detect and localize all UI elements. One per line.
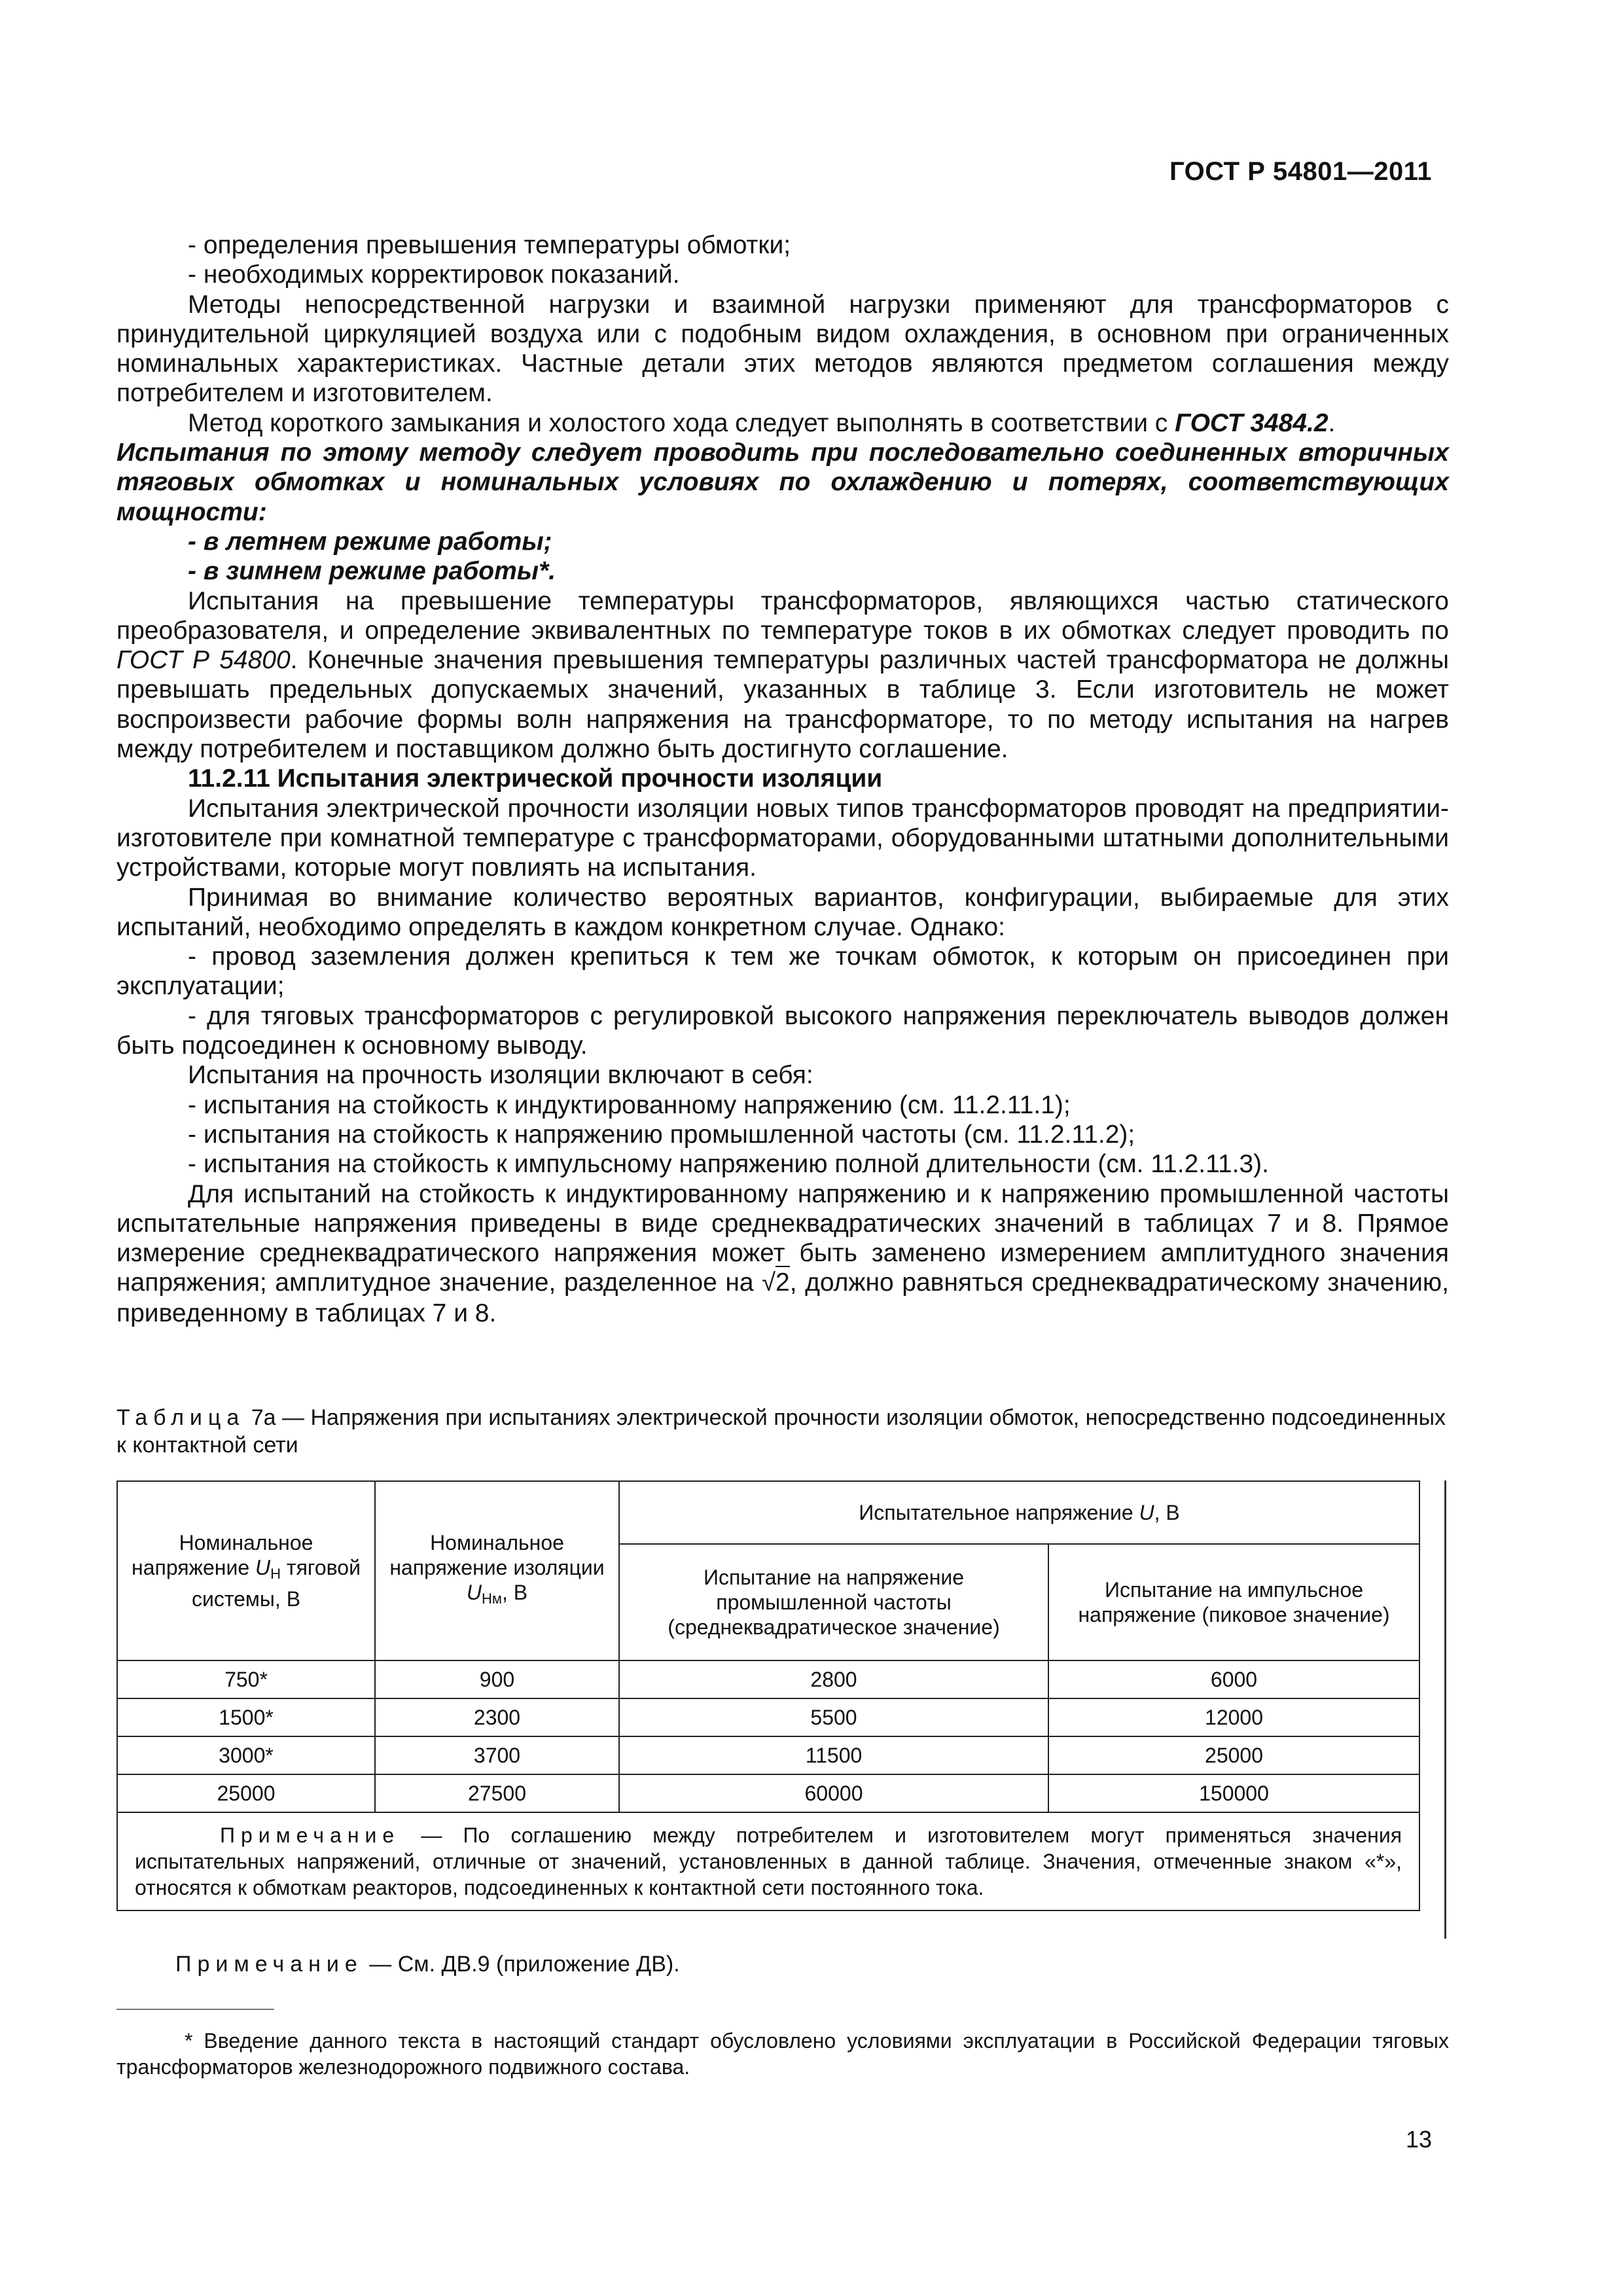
paragraph — [116, 1179, 1449, 1328]
table-cell: 150000 — [1048, 1774, 1419, 1812]
table-row — [117, 1736, 1419, 1774]
paragraph-text: , должно равняться среднеквадратическому значению, приведенному в таблицах 7 и 8. — [116, 1268, 1449, 1327]
note-text: — По соглашению между потребителем и изготовителем могут применяться значения испытательных напряжений, отличные от значений, установленных в данной таблице. Значения, отмеченные знаком «*», относятся к обмоткам реакторов, подсоединенных к контактной сети постоянного тока. — [135, 1823, 1402, 1899]
list-item: - испытания на стойкость к импульсному напряжению полной длительности (см. 11.2.11.3). — [188, 1150, 1269, 1179]
body-text — [116, 230, 1449, 1328]
note-label: Примечание — [220, 1823, 401, 1847]
table-caption — [116, 1404, 1449, 1459]
table-note-row — [117, 1812, 1419, 1910]
table-container — [116, 1480, 1419, 1911]
header-text: тяговой системы, В — [191, 1556, 361, 1611]
list-item: - в летнем режиме работы; — [188, 527, 552, 556]
symbol: U — [1139, 1501, 1154, 1524]
margin-rule — [1444, 1480, 1446, 1939]
note-text: — См. ДВ.9 (приложение ДВ). — [363, 1952, 680, 1977]
list-item: - определения превышения температуры обмотки; — [188, 231, 791, 259]
table-cell: 3700 — [375, 1736, 619, 1774]
table-header-row — [117, 1481, 1419, 1544]
table-cell: 25000 — [1048, 1736, 1419, 1774]
footnote: * Введение данного текста в настоящий стандарт обусловлено условиями эксплуатации в Российской Федерации тяговых трансформаторов железнодорожного подвижного состава. — [116, 2029, 1449, 2079]
header-text: Номинальное напряжение — [132, 1531, 313, 1579]
table-cell: 60000 — [619, 1774, 1048, 1812]
column-header-insulation-voltage — [375, 1481, 619, 1660]
table-after-note — [175, 1950, 680, 1978]
header-text: Испытательное напряжение — [859, 1501, 1139, 1524]
paragraph-text: Для испытаний на стойкость к индуктированному напряжению и к напряжению промышленной частоты испытательные напряжения приведены в виде среднеквадратических значений в таблицах 7 и 8. Прямое измерение среднеквадратического напряжения может быть заменено измерением амплитудного значения напряжения; амплитудное значение, разделенное на — [116, 1179, 1449, 1297]
paragraph: Методы непосредственной нагрузки и взаимной нагрузки применяют для трансформаторов с принудительной циркуляцией воздуха или с подобным видом охлаждения, в основном при ограниченных номинальных характеристиках. Частные детали этих методов являются предметом соглашения между потребителем и изготовителем. — [116, 290, 1449, 408]
header-text: , В — [502, 1581, 528, 1604]
table-row — [117, 1774, 1419, 1812]
page-number: 13 — [1405, 2126, 1432, 2153]
symbol: U — [255, 1556, 271, 1579]
paragraph-bold: Испытания по этому методу следует проводить при последовательно соединенных вторичных тяговых обмотках и номинальных условиях по охлаждению и потерях, соответствующих мощности: — [116, 439, 1449, 526]
table-cell: 11500 — [619, 1736, 1048, 1774]
list-item: - для тяговых трансформаторов с регулировкой высокого напряжения переключатель выводов должен быть подсоединен к основному выводу. — [116, 1001, 1449, 1060]
table-cell: 1500* — [117, 1698, 375, 1736]
table-cell: 900 — [375, 1660, 619, 1698]
paragraph: Испытания на прочность изоляции включают в себя: — [188, 1061, 813, 1090]
table-cell: 12000 — [1048, 1698, 1419, 1736]
footnote-divider — [116, 2009, 274, 2010]
table-cell: 27500 — [375, 1774, 619, 1812]
paragraph — [116, 586, 1449, 764]
table-row — [117, 1698, 1419, 1736]
symbol: U — [466, 1581, 482, 1604]
table-cell: 2800 — [619, 1660, 1048, 1698]
list-item: - испытания на стойкость к индуктированному напряжению (см. 11.2.11.1); — [188, 1090, 1071, 1119]
header-text: Номинальное напряжение изоляции — [389, 1531, 605, 1579]
paragraph-text: . Конечные значения превышения температуры различных частей трансформатора не должны превышать предельных допускаемых значений, указанных в таблице 3. Если изготовитель не может воспроизвести рабочие формы волн напряжения на трансформаторе, то по методу испытания на нагрев между потребителем и поставщиком должно быть достигнуто соглашение. — [116, 646, 1449, 764]
column-header-nominal-voltage — [117, 1481, 375, 1660]
table-cell: 750* — [117, 1660, 375, 1698]
paragraph-text: Метод короткого замыкания и холостого хода следует выполнять в соответствии с — [188, 408, 1175, 437]
note-label: Примечание — [175, 1952, 363, 1977]
list-item: - испытания на стойкость к напряжению промышленной частоты (см. 11.2.11.2); — [188, 1120, 1135, 1149]
document-code: ГОСТ Р 54801—2011 — [1169, 157, 1432, 186]
paragraph — [116, 408, 1449, 438]
sqrt-argument: 2 — [776, 1266, 790, 1297]
subscript: Н — [270, 1566, 281, 1582]
table-cell: 6000 — [1048, 1660, 1419, 1698]
paragraph-text: . — [1328, 408, 1336, 437]
list-item: - провод заземления должен крепиться к тем же точкам обмоток, к которым он присоединен при эксплуатации; — [116, 942, 1449, 1001]
column-group-test-voltage — [619, 1481, 1419, 1544]
standard-reference: ГОСТ 3484.2 — [1175, 408, 1329, 437]
paragraph-text: Испытания на превышение температуры трансформаторов, являющихся частью статического преобразователя, и определение эквивалентных по температуре токов в их обмотках следует проводить по — [116, 586, 1449, 645]
list-item: - необходимых корректировок показаний. — [188, 260, 680, 289]
sqrt-icon: √ — [762, 1269, 776, 1297]
subscript: Нм — [481, 1590, 502, 1607]
standard-reference: ГОСТ Р 54800 — [116, 646, 291, 675]
table-caption-text: 7а — Напряжения при испытаниях электрической прочности изоляции обмоток, непосредственно подсоединенных к контактной сети — [116, 1405, 1446, 1458]
table-cell: 2300 — [375, 1698, 619, 1736]
header-text: , В — [1154, 1501, 1180, 1524]
section-title: 11.2.11 Испытания электрической прочности изоляции — [188, 764, 883, 793]
column-header-power-frequency-test: Испытание на напряжение промышленной частоты (среднеквадратическое значение) — [619, 1544, 1048, 1660]
paragraph: Принимая во внимание количество вероятных вариантов, конфигурации, выбираемые для этих испытаний, необходимо определять в каждом конкретном случае. Однако: — [116, 883, 1449, 941]
table-note — [117, 1812, 1419, 1910]
table-cell: 3000* — [117, 1736, 375, 1774]
table-cell: 5500 — [619, 1698, 1048, 1736]
paragraph: Испытания электрической прочности изоляции новых типов трансформаторов проводят на предприятии-изготовителе при комнатной температуре с трансформаторами, оборудованными штатными дополнительными устройствами, которые могут повлиять на испытания. — [116, 794, 1449, 882]
voltage-table — [116, 1480, 1420, 1911]
table-row — [117, 1660, 1419, 1698]
table-caption-label: Таблица — [116, 1405, 245, 1430]
list-item: - в зимнем режиме работы*. — [188, 557, 556, 586]
column-header-impulse-test: Испытание на импульсное напряжение (пиковое значение) — [1048, 1544, 1419, 1660]
table-cell: 25000 — [117, 1774, 375, 1812]
